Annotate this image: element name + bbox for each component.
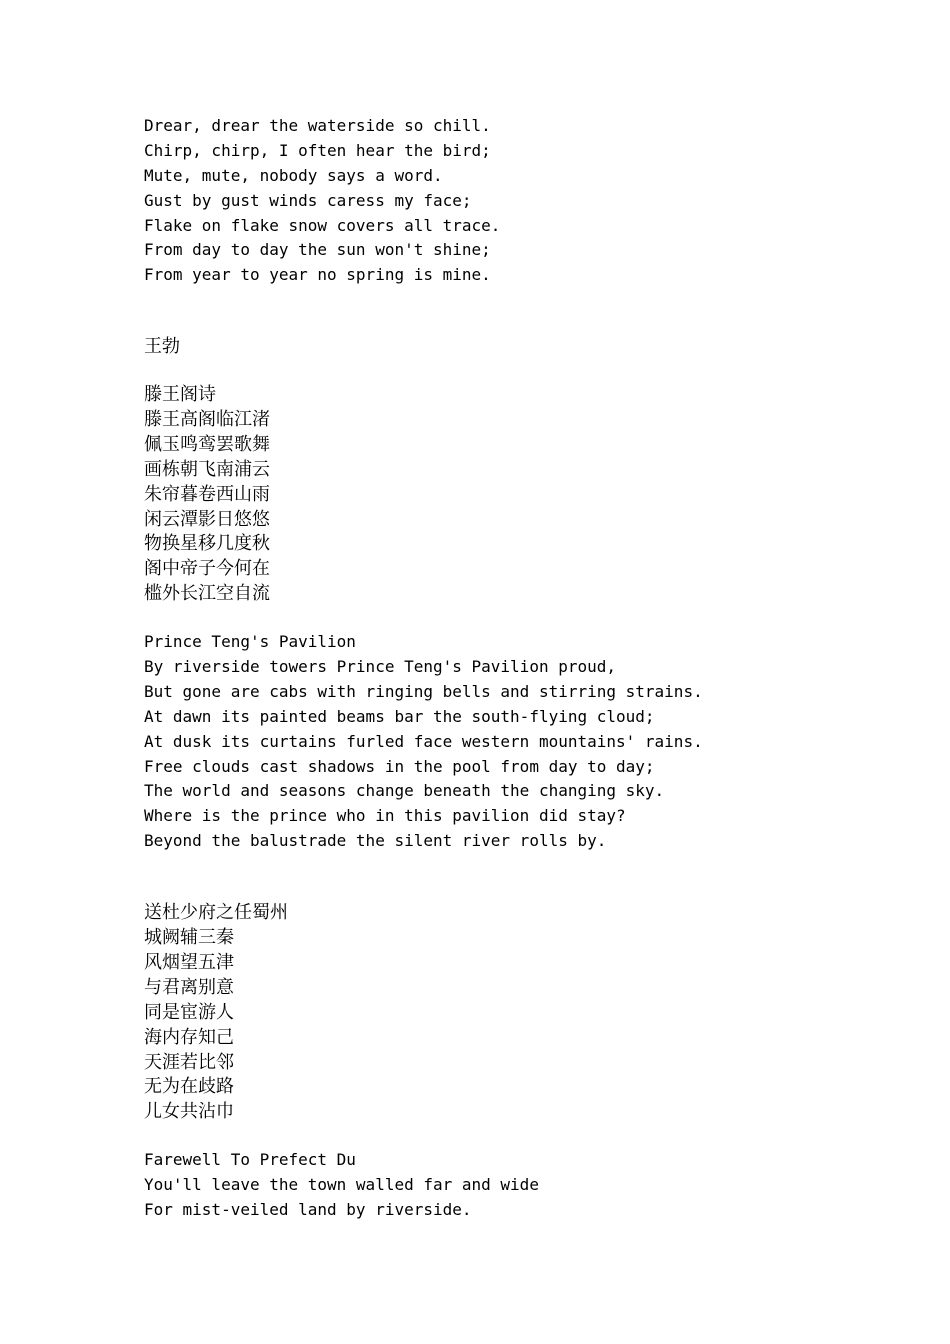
poem-english-farewell <box>144 1148 904 1223</box>
spacer <box>144 1125 904 1148</box>
poem-line: At dawn its painted beams bar the south-flying cloud; <box>144 706 655 726</box>
poem-line: 滕王高阁临江渚 <box>144 409 270 431</box>
poem-line: Free clouds cast shadows in the pool from day to day; <box>144 756 655 776</box>
poem-line: Drear, drear the waterside so chill. <box>144 116 491 135</box>
poem-line: Beyond the balustrade the silent river rolls by. <box>144 831 607 851</box>
poem-line: 城阙辅三秦 <box>144 927 234 949</box>
poem-line: 海内存知己 <box>144 1026 234 1048</box>
poem-line: Mute, mute, nobody says a word. <box>144 165 443 185</box>
poem-line: 朱帘暮卷西山雨 <box>144 483 270 505</box>
poem-title: 滕王阁诗 <box>144 384 216 406</box>
poem-line: 物换星移几度秋 <box>144 533 270 555</box>
poem-title: Prince Teng's Pavilion <box>144 632 356 652</box>
poem-english-teng-pavilion <box>144 630 904 854</box>
poem-title: Farewell To Prefect Du <box>144 1150 356 1170</box>
poem-line: 同是宦游人 <box>144 1001 234 1023</box>
poem-line: 槛外长江空自流 <box>144 583 270 605</box>
poem-title: 送杜少府之任蜀州 <box>144 902 288 924</box>
poem-line: Gust by gust winds caress my face; <box>144 190 472 210</box>
poem-line: 儿女共沾巾 <box>144 1101 234 1123</box>
poem-line: The world and seasons change beneath the changing sky. <box>144 781 665 801</box>
poem-line: Chirp, chirp, I often hear the bird; <box>144 140 491 160</box>
poem-stanza-english <box>144 114 904 288</box>
poem-line: By riverside towers Prince Teng's Pavilion proud, <box>144 657 617 677</box>
spacer <box>144 607 904 630</box>
poem-line: Flake on flake snow covers all trace. <box>144 215 501 235</box>
poem-line: 阁中帝子今何在 <box>144 558 270 580</box>
poem-line: For mist-veiled land by riverside. <box>144 1199 472 1219</box>
poem-line: 佩玉鸣鸾罢歌舞 <box>144 433 270 455</box>
spacer <box>144 854 904 901</box>
spacer <box>144 360 904 383</box>
poem-chinese-teng-pavilion <box>144 383 904 607</box>
poem-line: 无为在歧路 <box>144 1076 234 1098</box>
spacer <box>144 288 904 335</box>
author-name: 王勃 <box>144 336 180 358</box>
document-page <box>144 114 904 1223</box>
poem-line: 与君离别意 <box>144 976 234 998</box>
poem-line: But gone are cabs with ringing bells and stirring strains. <box>144 681 703 701</box>
poem-line: Where is the prince who in this pavilion did stay? <box>144 806 626 826</box>
poem-line: At dusk its curtains furled face western mountains' rains. <box>144 731 703 751</box>
poem-line: 画栋朝飞南浦云 <box>144 458 270 480</box>
poem-line: 天涯若比邻 <box>144 1051 234 1073</box>
poem-line: 闲云潭影日悠悠 <box>144 508 270 530</box>
poem-line: 风烟望五津 <box>144 951 234 973</box>
poem-chinese-farewell <box>144 901 904 1125</box>
poem-line: From day to day the sun won't shine; <box>144 240 491 260</box>
poem-line: From year to year no spring is mine. <box>144 265 491 285</box>
poem-line: You'll leave the town walled far and wide <box>144 1175 539 1195</box>
